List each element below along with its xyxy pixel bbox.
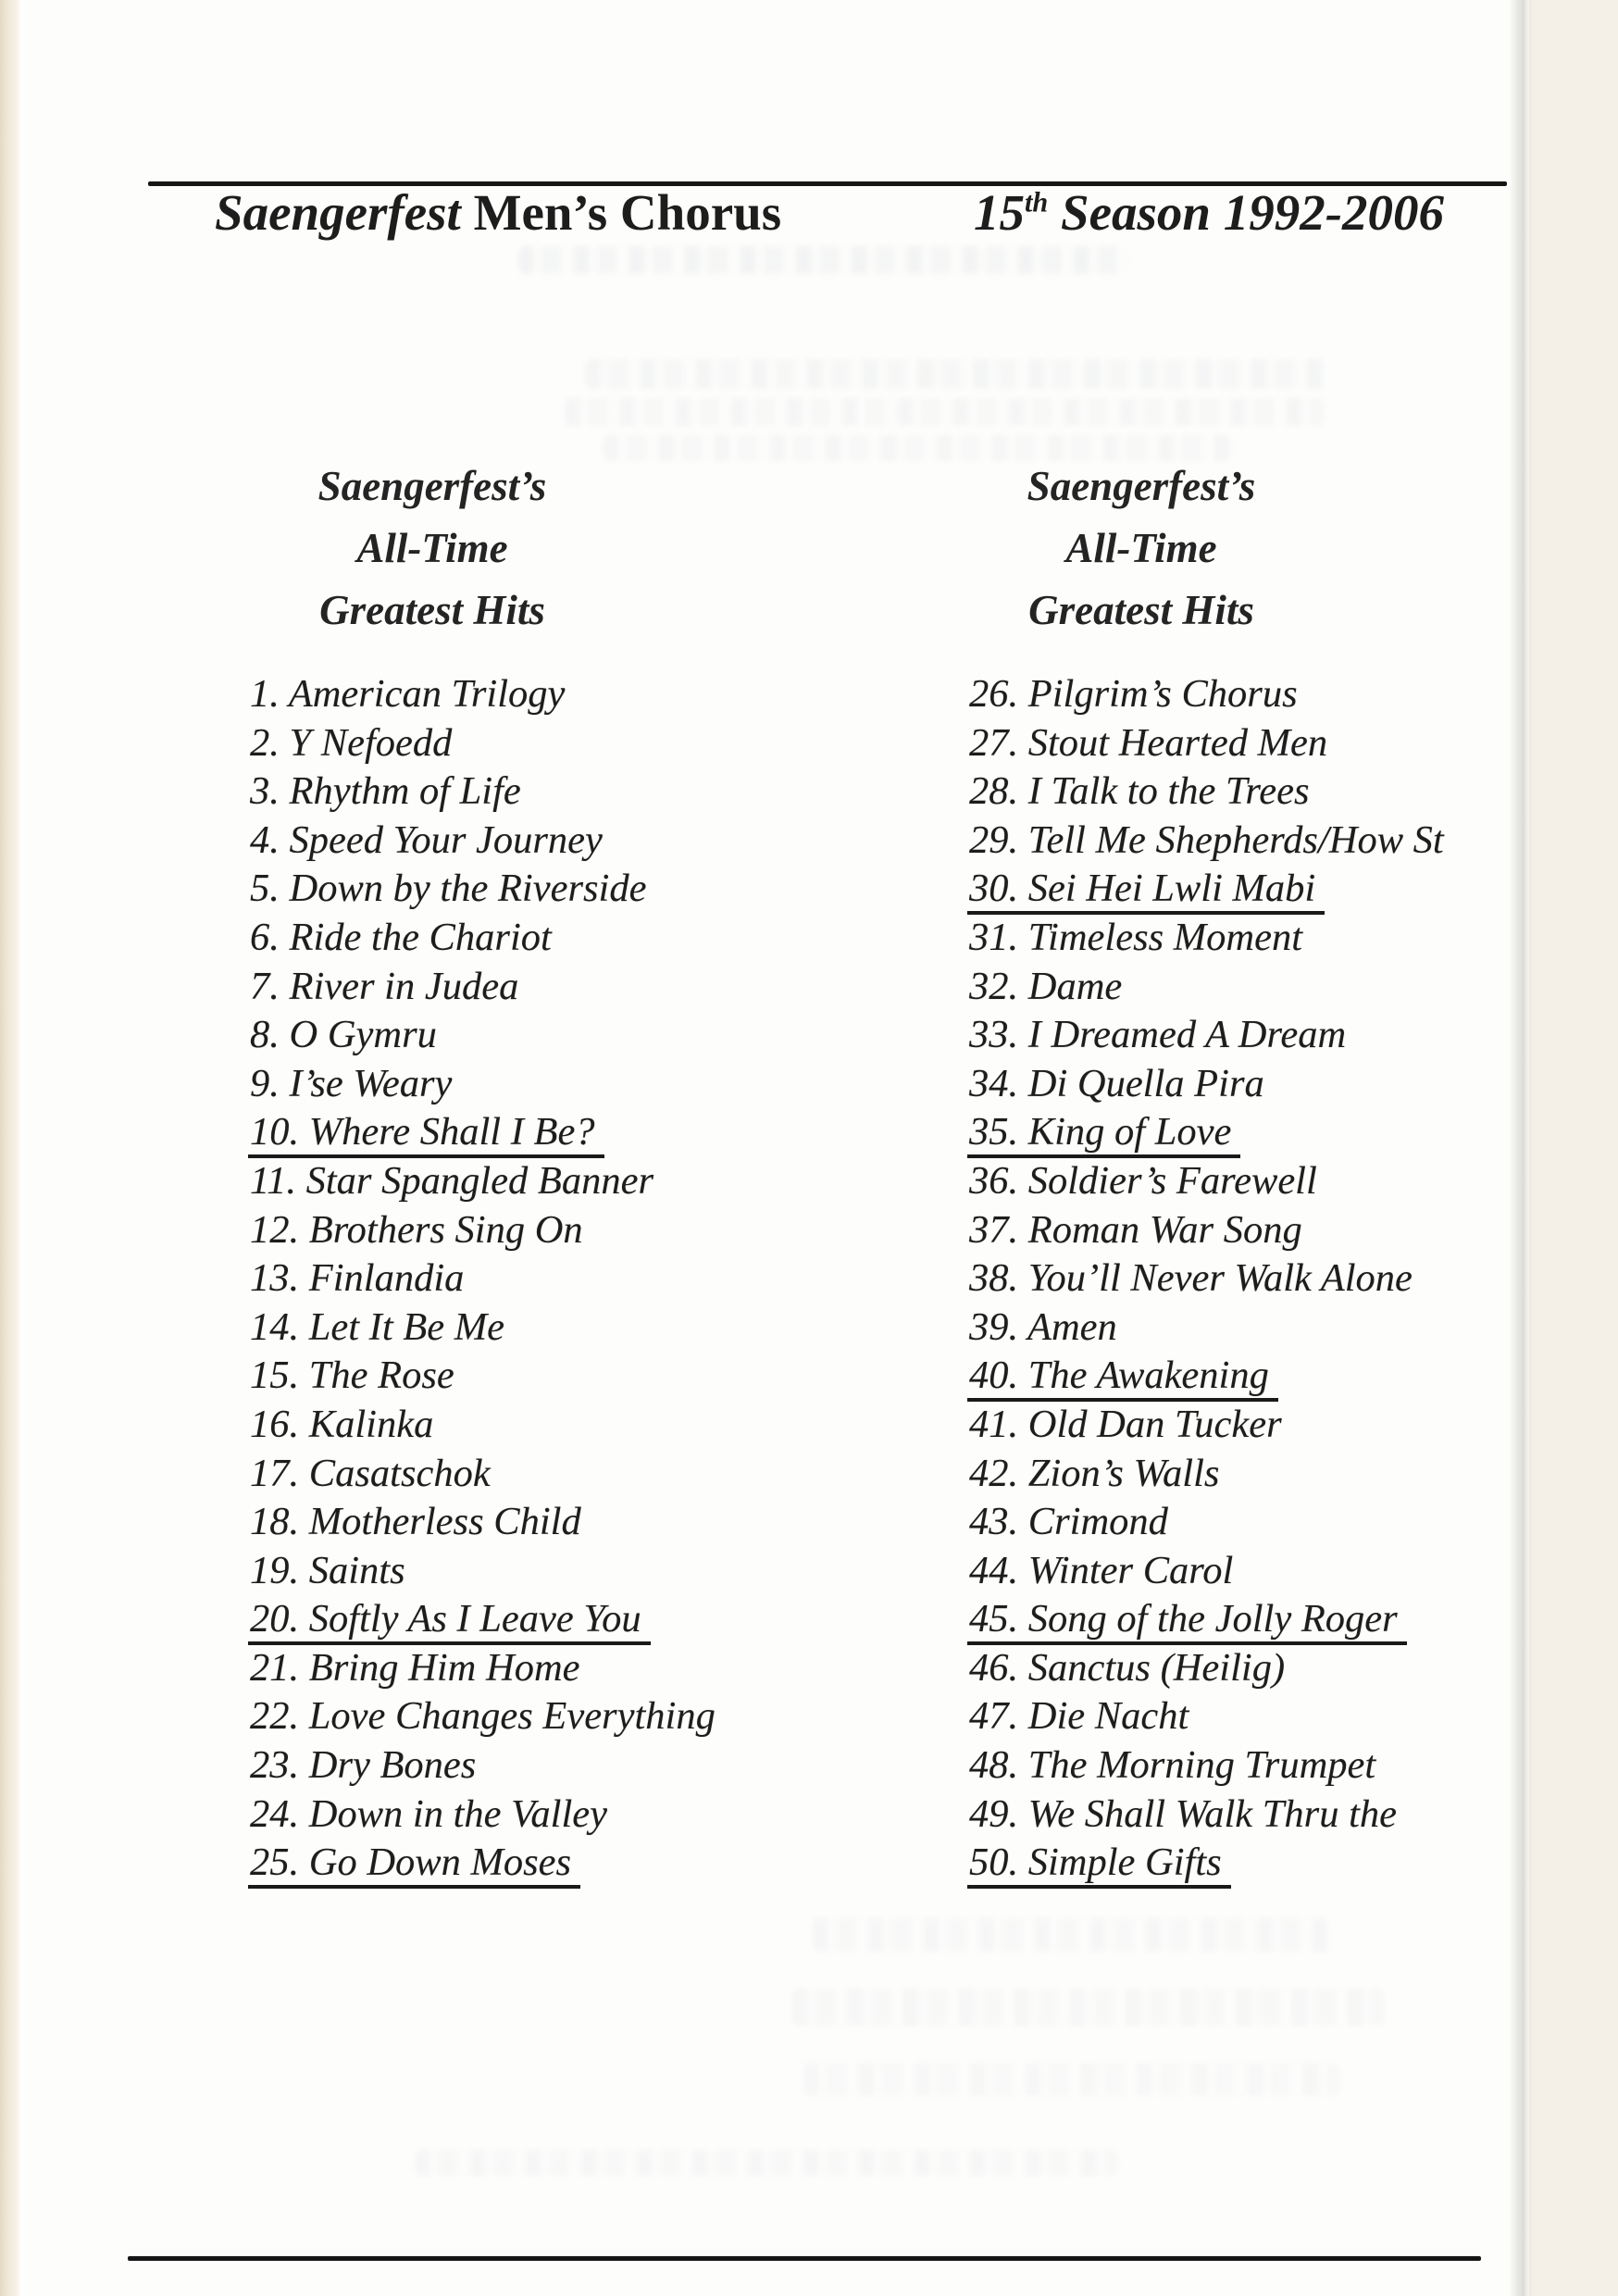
- song-list-1-25: [250, 670, 824, 1888]
- song-label: 15. The Rose: [250, 1354, 454, 1398]
- song-item: [969, 1644, 1543, 1693]
- scan-left-edge: [0, 0, 20, 2296]
- song-label: 11. Star Spangled Banner: [250, 1158, 653, 1203]
- song-label: 20. Softly As I Leave You: [248, 1597, 651, 1645]
- song-item: [969, 1498, 1543, 1547]
- song-item: [250, 817, 824, 866]
- song-item: [250, 1206, 824, 1255]
- song-label: 47. Die Nacht: [969, 1694, 1189, 1739]
- song-item: [969, 1304, 1543, 1353]
- song-label: 39. Amen: [969, 1304, 1117, 1349]
- song-label: 9. I’se Weary: [250, 1061, 453, 1105]
- column-heading-line: Saengerfest’s: [317, 463, 547, 509]
- song-label: 5. Down by the Riverside: [250, 867, 647, 911]
- song-item: [250, 719, 824, 768]
- left-column-heading: [247, 455, 617, 642]
- song-item: [969, 1692, 1543, 1741]
- song-item: [250, 1741, 824, 1791]
- song-item: [969, 1791, 1543, 1840]
- song-item: [969, 1839, 1543, 1888]
- song-item: [250, 1304, 824, 1353]
- song-item: [969, 719, 1543, 768]
- song-item: [250, 865, 824, 914]
- song-item: [969, 1352, 1543, 1401]
- song-label: 13. Finlandia: [250, 1256, 465, 1301]
- song-item: [969, 1108, 1543, 1157]
- song-label: 49. We Shall Walk Thru the: [969, 1791, 1398, 1836]
- song-label: 42. Zion’s Walls: [969, 1451, 1220, 1495]
- song-item: [969, 1157, 1543, 1206]
- song-item: [250, 963, 824, 1012]
- season-ordinal-suffix: th: [1025, 186, 1049, 218]
- song-item: [250, 1401, 824, 1450]
- song-label: 41. Old Dan Tucker: [969, 1402, 1282, 1446]
- song-item: [250, 1450, 824, 1499]
- chorus-name: Men’s Chorus: [473, 184, 782, 241]
- bleed-through-artifact: [518, 246, 1129, 274]
- song-label: 26. Pilgrim’s Chorus: [969, 672, 1298, 716]
- song-item: [250, 1157, 824, 1206]
- song-label: 14. Let It Be Me: [250, 1304, 504, 1349]
- song-item: [250, 1791, 824, 1840]
- song-label: 2. Y Nefoedd: [250, 720, 453, 765]
- song-label: 29. Tell Me Shepherds/How St: [969, 817, 1444, 862]
- song-item: [250, 1547, 824, 1596]
- song-item: [250, 767, 824, 817]
- column-heading-line: Saengerfest’s: [1027, 463, 1256, 509]
- song-label: 37. Roman War Song: [969, 1207, 1302, 1252]
- song-item: [250, 1011, 824, 1060]
- song-list-26-50: [969, 670, 1543, 1888]
- right-column-heading: [956, 455, 1326, 642]
- song-label: 22. Love Changes Everything: [250, 1694, 716, 1739]
- song-label: 50. Simple Gifts: [967, 1841, 1231, 1889]
- bleed-through-artifact: [792, 1989, 1385, 2026]
- song-label: 12. Brothers Sing On: [250, 1207, 583, 1252]
- song-item: [250, 1108, 824, 1157]
- song-label: 18. Motherless Child: [250, 1500, 581, 1544]
- song-item: [969, 1450, 1543, 1499]
- song-item: [969, 1206, 1543, 1255]
- song-label: 43. Crimond: [969, 1500, 1168, 1544]
- season-title: [974, 186, 1444, 240]
- song-label: 31. Timeless Moment: [969, 915, 1303, 959]
- song-item: [250, 1254, 824, 1304]
- song-label: 30. Sei Hei Lwli Mabi: [967, 867, 1325, 915]
- column-heading-line: Greatest Hits: [319, 587, 545, 633]
- song-label: 48. The Morning Trumpet: [969, 1743, 1376, 1788]
- song-item: [250, 670, 824, 719]
- song-label: 36. Soldier’s Farewell: [969, 1158, 1317, 1203]
- song-label: 28. I Talk to the Trees: [969, 769, 1310, 814]
- song-item: [969, 1060, 1543, 1109]
- song-label: 3. Rhythm of Life: [250, 769, 521, 814]
- song-label: 24. Down in the Valley: [250, 1791, 607, 1836]
- song-item: [969, 767, 1543, 817]
- page-title: [215, 186, 781, 240]
- song-label: 19. Saints: [250, 1548, 405, 1592]
- song-item: [250, 1644, 824, 1693]
- song-label: 45. Song of the Jolly Roger: [967, 1597, 1407, 1645]
- song-label: 4. Speed Your Journey: [250, 817, 603, 862]
- song-item: [969, 865, 1543, 914]
- song-item: [969, 1741, 1543, 1791]
- column-heading-line: Greatest Hits: [1028, 587, 1254, 633]
- song-item: [969, 963, 1543, 1012]
- song-item: [969, 1011, 1543, 1060]
- song-label: 21. Bring Him Home: [250, 1645, 580, 1690]
- column-heading-line: All-Time: [356, 525, 508, 571]
- song-label: 17. Casatschok: [250, 1451, 491, 1495]
- season-years: Season 1992-2006: [1060, 184, 1445, 241]
- song-label: 33. I Dreamed A Dream: [969, 1013, 1347, 1057]
- song-label: 6. Ride the Chariot: [250, 915, 552, 959]
- song-label: 25. Go Down Moses: [248, 1841, 580, 1889]
- song-item: [969, 817, 1543, 866]
- song-item: [250, 1595, 824, 1644]
- song-item: [969, 1547, 1543, 1596]
- bleed-through-artifact: [803, 2063, 1340, 2096]
- song-label: 16. Kalinka: [250, 1402, 434, 1446]
- bleed-through-artifact: [565, 398, 1324, 426]
- bleed-through-artifact: [813, 1918, 1331, 1952]
- bleed-through-artifact: [415, 2150, 1118, 2176]
- song-label: 7. River in Judea: [250, 964, 519, 1008]
- song-label: 40. The Awakening: [967, 1354, 1278, 1402]
- song-item: [969, 670, 1543, 719]
- song-label: 1. American Trilogy: [250, 672, 566, 716]
- song-label: 8. O Gymru: [250, 1013, 437, 1057]
- song-label: 44. Winter Carol: [969, 1548, 1234, 1592]
- song-label: 46. Sanctus (Heilig): [969, 1645, 1286, 1690]
- song-item: [250, 1352, 824, 1401]
- footer-rule: [128, 2256, 1481, 2261]
- song-item: [250, 914, 824, 963]
- song-label: 35. King of Love: [967, 1110, 1240, 1158]
- bleed-through-artifact: [585, 359, 1326, 389]
- chorus-brand: Saengerfest: [215, 184, 461, 241]
- song-label: 32. Dame: [969, 964, 1123, 1008]
- song-item: [969, 1254, 1543, 1304]
- song-item: [250, 1692, 824, 1741]
- song-item: [969, 1401, 1543, 1450]
- song-label: 38. You’ll Never Walk Alone: [969, 1256, 1413, 1301]
- song-label: 34. Di Quella Pira: [969, 1061, 1264, 1105]
- song-label: 10. Where Shall I Be?: [248, 1110, 604, 1158]
- song-item: [969, 1595, 1543, 1644]
- song-item: [250, 1839, 824, 1888]
- season-number: 15: [974, 184, 1025, 241]
- song-item: [969, 914, 1543, 963]
- song-label: 23. Dry Bones: [250, 1743, 477, 1788]
- column-heading-line: All-Time: [1065, 525, 1217, 571]
- song-item: [250, 1498, 824, 1547]
- song-item: [250, 1060, 824, 1109]
- song-label: 27. Stout Hearted Men: [969, 720, 1328, 765]
